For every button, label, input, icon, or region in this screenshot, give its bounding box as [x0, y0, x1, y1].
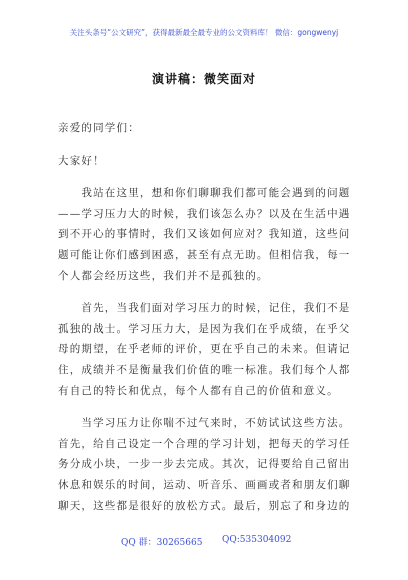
- footer-qq-number: QQ:535304092: [222, 535, 292, 545]
- paragraph-line: 务分成小块，一步一步去完成。其次，记得要给自己留出: [58, 458, 351, 471]
- paragraph-line: 孤独的战士。学习压力大，是因为我们在乎成绩，在乎父: [58, 322, 351, 335]
- paragraph-line: 休息和娱乐的时间，运动、听音乐、画画或者和朋友们聊: [58, 478, 351, 491]
- paragraph-line: 我站在这里，想和你们聊聊我们都可能会遇到的问题: [58, 187, 351, 200]
- greeting: 大家好！: [58, 154, 105, 167]
- document-body: [58, 118, 358, 516]
- paragraph-line: 题可能让你们感到困惑，甚至有点无助。但相信我，每一: [58, 248, 351, 261]
- paragraph-line: 住，成绩并不是衡量我们价值的唯一标准。我们每个人都: [58, 363, 351, 376]
- paragraph-line: 有自己的特长和优点，每个人都有自己的价值和意义。: [58, 384, 339, 397]
- paragraph-3: [58, 413, 358, 516]
- footer-qq-group: QQ 群：30265665: [121, 538, 203, 548]
- paragraph-1: [58, 183, 358, 286]
- header-promo-note: 关注头条号“公文研究”，获得最新最全最专业的公文资料库！ 微信：gongwenyj: [69, 28, 339, 37]
- paragraph-2: [58, 298, 358, 401]
- paragraph-line: 当学习压力让你喘不过气来时，不妨试试这些方法。: [58, 417, 351, 430]
- paragraph-line: 首先，给自己设定一个合理的学习计划，把每天的学习任: [58, 437, 351, 450]
- paragraph-line: 聊天，这些都是很好的放松方式。最后，别忘了和身边的: [58, 499, 351, 512]
- paragraph-line: 到不开心的事情时，我们又该如何应对？我知道，这些问: [58, 228, 351, 241]
- paragraph-line: 母的期望，在乎老师的评价，更在乎自己的未来。但请记: [58, 343, 351, 356]
- paragraph-line: 个人都会经历这些，我们并不是孤独的。: [58, 269, 269, 282]
- salutation: 亲爱的同学们：: [58, 122, 140, 134]
- paragraph-line: 首先，当我们面对学习压力的时候，记住，我们不是: [58, 302, 351, 315]
- document-title: 演讲稿：微笑面对: [151, 72, 256, 86]
- paragraph-line: ——学习压力大的时候，我们该怎么办？以及在生活中遇: [58, 207, 351, 220]
